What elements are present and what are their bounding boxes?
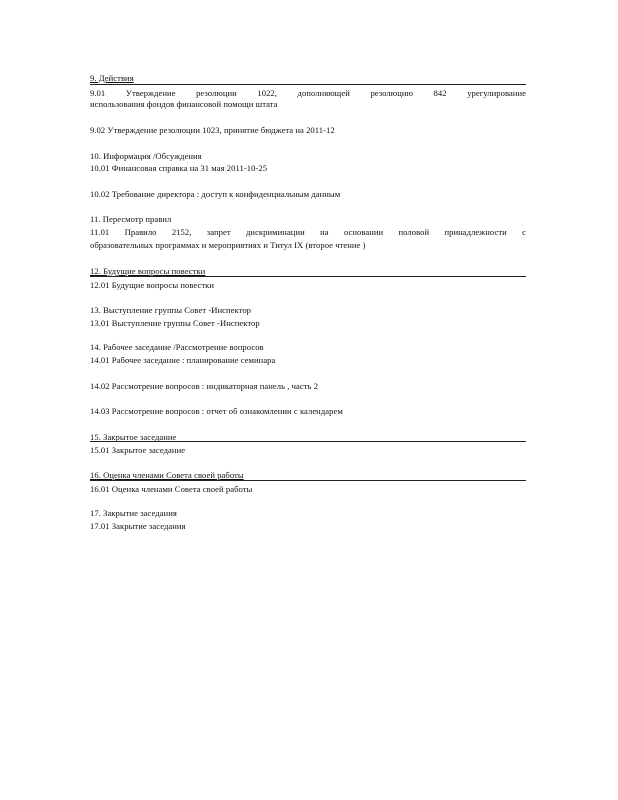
item-14-02: 14.02 Рассмотрение вопросов : индикаторная панель , часть 2	[90, 381, 319, 391]
item-14-03: 14.03 Рассмотрение вопросов : отчет об ознакомлении с календарем	[90, 406, 343, 416]
item-10-01: 10.01 Финансовая справка на 31 мая 2011-10-25	[90, 163, 268, 173]
section-heading-text: 9. Действия	[90, 73, 134, 83]
section-16-rule	[90, 480, 526, 481]
section-10-heading: 10. Информация /Обсуждения	[90, 151, 202, 161]
section-13-heading: 13. Выступление группы Совет -Инспектор	[90, 305, 252, 315]
section-9-heading	[90, 73, 526, 84]
item-15-01: 15.01 Закрытое заседание	[90, 445, 186, 455]
section-14-heading: 14. Рабочее заседание /Рассмотрение вопросов	[90, 342, 264, 352]
item-11-01-line-2: образовательных программах и мероприятиях и Титул IX (второе чтение )	[90, 240, 366, 250]
section-9-rule	[90, 84, 526, 85]
section-heading-text: 16. Оценка членами Совета своей работы	[90, 470, 244, 480]
item-9-02: 9.02 Утверждение резолюции 1023, принятие бюджета на 2011-12	[90, 125, 335, 135]
item-14-01: 14.01 Рабочее заседание : планирование семинара	[90, 355, 276, 365]
item-17-01: 17.01 Закрытие заседания	[90, 521, 186, 531]
item-12-01: 12.01 Будущие вопросы повестки	[90, 280, 215, 290]
item-16-01: 16.01 Оценка членами Совета своей работы	[90, 484, 253, 494]
section-12-rule	[90, 276, 526, 277]
section-heading-text: 12. Будущие вопросы повестки	[90, 266, 206, 276]
item-13-01: 13.01 Выступление группы Совет -Инспектор	[90, 318, 260, 328]
item-9-01-line-1: 9.01 Утверждение резолюции 1022, дополняющей резолюцию 842 урегулирование	[90, 88, 526, 98]
item-11-01-line-1: 11.01 Правило 2152, запрет дискриминации на основании половой принадлежности с	[90, 227, 526, 237]
section-15-rule	[90, 441, 526, 442]
section-heading-text: 15. Закрытое заседание	[90, 432, 177, 442]
section-17-heading: 17. Закрытие заседания	[90, 508, 177, 518]
section-11-heading: 11. Пересмотр правил	[90, 214, 172, 224]
item-9-01-line-2: использования фондов финансовой помощи штата	[90, 99, 278, 109]
item-10-02: 10.02 Требование директора : доступ к конфиденциальным данным	[90, 189, 341, 199]
